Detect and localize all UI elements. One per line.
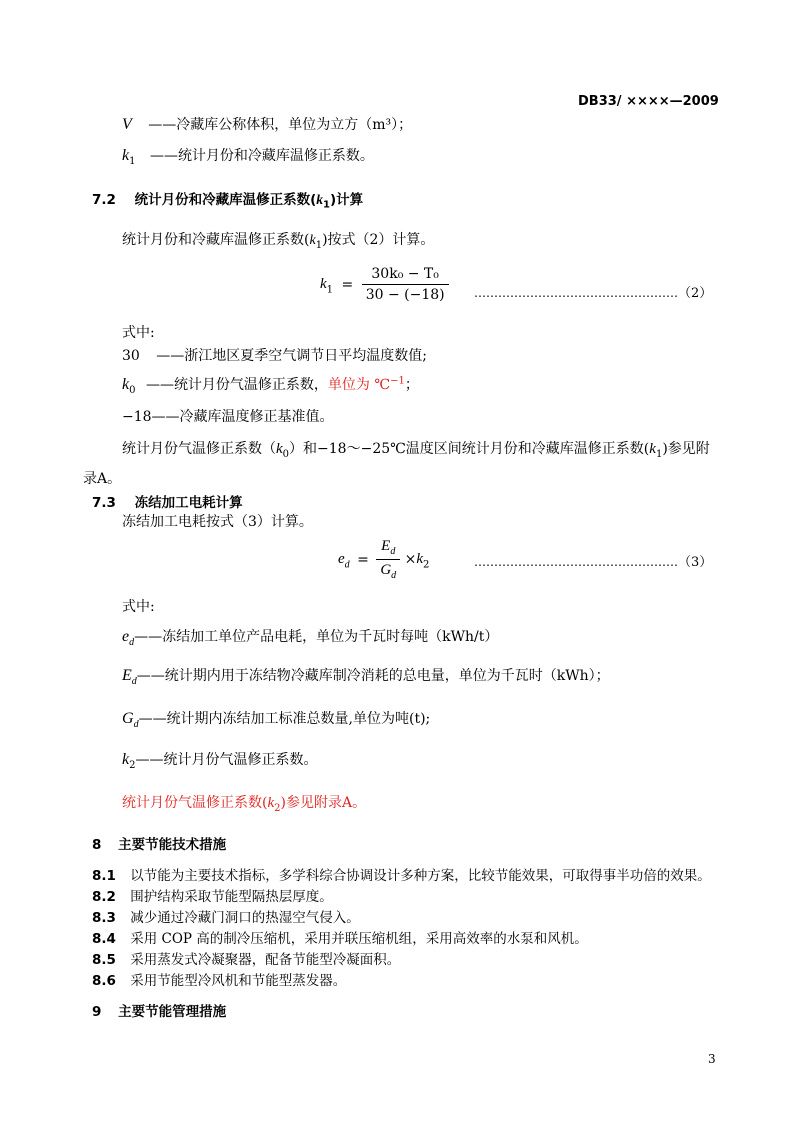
def-tail: ； <box>404 377 419 393</box>
def-symbol: −18 <box>122 409 152 425</box>
item-number: 8.1 <box>92 868 116 884</box>
var-sub: 1 <box>129 155 136 167</box>
red-note-part: 统计月份气温修正系数( <box>122 795 268 811</box>
intro-sub: 1 <box>315 239 323 251</box>
section-title-symbol: k <box>316 192 324 207</box>
s8-item-6 <box>92 969 346 989</box>
section-title: 主要节能技术措施 <box>118 837 227 853</box>
leader-dots: …………………………………………… <box>474 555 678 569</box>
section-number: 8 <box>92 837 102 853</box>
section-title: 主要节能管理措施 <box>118 1004 227 1020</box>
section-7-2-intro <box>122 229 434 251</box>
formula-denominator: 30 − (−18) <box>365 287 445 303</box>
def-sub: 2 <box>129 759 136 771</box>
note-symbol: k <box>276 441 283 457</box>
section-title-sub: 1 <box>323 199 331 211</box>
formula-k: k <box>416 551 424 567</box>
item-text: 采用节能型冷风机和节能型蒸发器。 <box>130 973 347 989</box>
var-def-k1 <box>122 145 374 167</box>
def-text: ——冷藏库温度修正基准值。 <box>151 409 334 425</box>
section-9-heading <box>92 1000 226 1020</box>
item-number: 8.3 <box>92 910 116 926</box>
def-k2 <box>122 749 317 771</box>
def-text: ——统计期内用于冻结物冷藏库制冷消耗的总电量，单位为千瓦时（kWh）； <box>136 668 610 684</box>
var-text: ——统计月份和冷藏库温修正系数。 <box>149 148 374 164</box>
var-def-v <box>122 114 412 134</box>
red-note-sub: 2 <box>274 802 281 814</box>
formula-3: $e_d$ = $\frac{E_d}{G_d}$ $\times k_2$ <box>338 538 430 581</box>
formula-den-sub: d <box>391 570 397 581</box>
def-text: ——浙江地区夏季空气调节日平均温度数值; <box>156 348 427 364</box>
def-sub: d <box>129 636 135 648</box>
note-continuation: 录A。 <box>83 471 122 487</box>
def-text: ——统计月份气温修正系数。 <box>135 752 318 768</box>
def-symbol: e <box>122 628 130 645</box>
def-text: ——冻结加工单位产品电耗，单位为千瓦时每吨（kWh/t） <box>134 629 499 645</box>
page-number: 3 <box>708 1052 716 1066</box>
section-title-part: 统计月份和冷藏库温修正系数( <box>134 192 317 208</box>
item-number: 8.4 <box>92 931 116 947</box>
formula-2-leader <box>474 282 712 301</box>
s8-item-5 <box>92 948 400 968</box>
where-label: 式中: <box>122 325 155 341</box>
def-symbol: k <box>122 376 130 393</box>
formula-lhs: k <box>320 276 327 292</box>
formula-denominator: G <box>380 562 392 578</box>
formula-k-sub: 2 <box>423 559 430 571</box>
intro-part: 统计月份和冷藏库温修正系数( <box>122 232 310 248</box>
def-text: ——统计月份气温修正系数， <box>145 377 328 393</box>
formula-lhs-sub: d <box>344 559 350 571</box>
s8-item-4 <box>92 927 588 947</box>
def-unit-sup: −1 <box>390 375 405 387</box>
var-text: ——冷藏库公称体积，单位为立方（m³）； <box>148 117 413 133</box>
item-text: 减少通过冷藏门洞口的热湿空气侵入。 <box>130 910 360 926</box>
var-symbol: V <box>122 116 132 133</box>
item-number: 8.5 <box>92 952 116 968</box>
def-sub: d <box>131 675 137 687</box>
where-label-2: 式中: <box>122 599 155 615</box>
intro-symbol: k <box>309 233 316 248</box>
note-sub: 1 <box>655 448 663 460</box>
formula-times: × <box>404 551 417 568</box>
s8-item-2 <box>92 885 333 905</box>
note-sub: 0 <box>282 448 290 460</box>
def-ed <box>122 626 498 648</box>
item-text: 采用 COP 高的制冷压缩机，采用并联压缩机组，采用高效率的水泵和风机。 <box>130 931 588 947</box>
s8-item-3 <box>92 906 360 926</box>
formula-lhs: e <box>338 551 345 567</box>
red-note-part: )参见附录A。 <box>280 795 367 811</box>
formula-3-leader <box>474 551 712 570</box>
formula-num-sub: d <box>390 546 396 557</box>
section-number: 7.2 <box>92 192 116 208</box>
section-title-part: )计算 <box>330 192 364 208</box>
def-symbol: G <box>122 710 134 727</box>
item-number: 8.6 <box>92 973 116 989</box>
formula-lhs-sub: 1 <box>326 284 334 296</box>
item-text: 围护结构采取节能型隔热层厚度。 <box>130 889 333 905</box>
def-symbol: E <box>122 667 132 684</box>
note-k0-k1 <box>122 438 710 460</box>
item-number: 8.2 <box>92 889 116 905</box>
def-Gd <box>122 708 430 730</box>
def-sub: d <box>133 718 139 730</box>
def-unit-red: 单位为 ℃ <box>327 377 391 393</box>
section-7-3-intro: 冻结加工电耗按式（3）计算。 <box>122 514 313 530</box>
def-minus18 <box>122 406 334 426</box>
formula-fraction <box>376 538 400 581</box>
note-part: )参见附 <box>662 441 710 457</box>
section-7-3-heading <box>92 491 243 511</box>
item-text: 采用蒸发式冷凝聚器，配备节能型冷凝面积。 <box>130 952 401 968</box>
intro-part: )按式（2）计算。 <box>322 232 435 248</box>
note-symbol: k <box>649 441 656 457</box>
section-7-2-heading <box>92 188 363 211</box>
section-title: 冻结加工电耗计算 <box>134 495 243 511</box>
section-number: 9 <box>92 1004 102 1020</box>
formula-2: $k_1$ = $\frac{\text{30k₀ − T₀}}{30 - (-18)}$ <box>320 266 449 303</box>
note-part: 统计月份气温修正系数（ <box>122 441 276 457</box>
formula-number: （3） <box>678 555 713 570</box>
formula-fraction <box>362 266 449 303</box>
var-symbol: k <box>122 147 130 164</box>
def-symbol: 30 <box>122 348 140 364</box>
formula-numerator: 30k₀ − T₀ <box>362 266 449 285</box>
def-30 <box>122 345 427 365</box>
red-note-symbol: k <box>267 795 275 811</box>
def-sub: 0 <box>129 384 136 396</box>
formula-numerator: E <box>381 538 391 554</box>
red-note-k2 <box>122 792 366 814</box>
section-number: 7.3 <box>92 495 116 511</box>
doc-code: DB33/ ××××—2009 <box>578 94 719 109</box>
section-8-heading <box>92 833 226 853</box>
def-text: ——统计期内冻结加工标准总数量,单位为吨(t); <box>138 711 431 727</box>
s8-item-1 <box>92 864 711 884</box>
def-Ed <box>122 665 610 687</box>
item-text: 以节能为主要技术指标，多学科综合协调设计多种方案，比较节能效果，可取得事半功倍的效果。 <box>130 868 711 884</box>
def-symbol: k <box>122 751 130 768</box>
leader-dots: …………………………………………… <box>474 286 678 300</box>
note-part: ）和−18～−25℃温度区间统计月份和冷藏库温修正系数( <box>289 441 650 457</box>
formula-number: （2） <box>678 286 713 301</box>
def-k0 <box>122 374 419 396</box>
